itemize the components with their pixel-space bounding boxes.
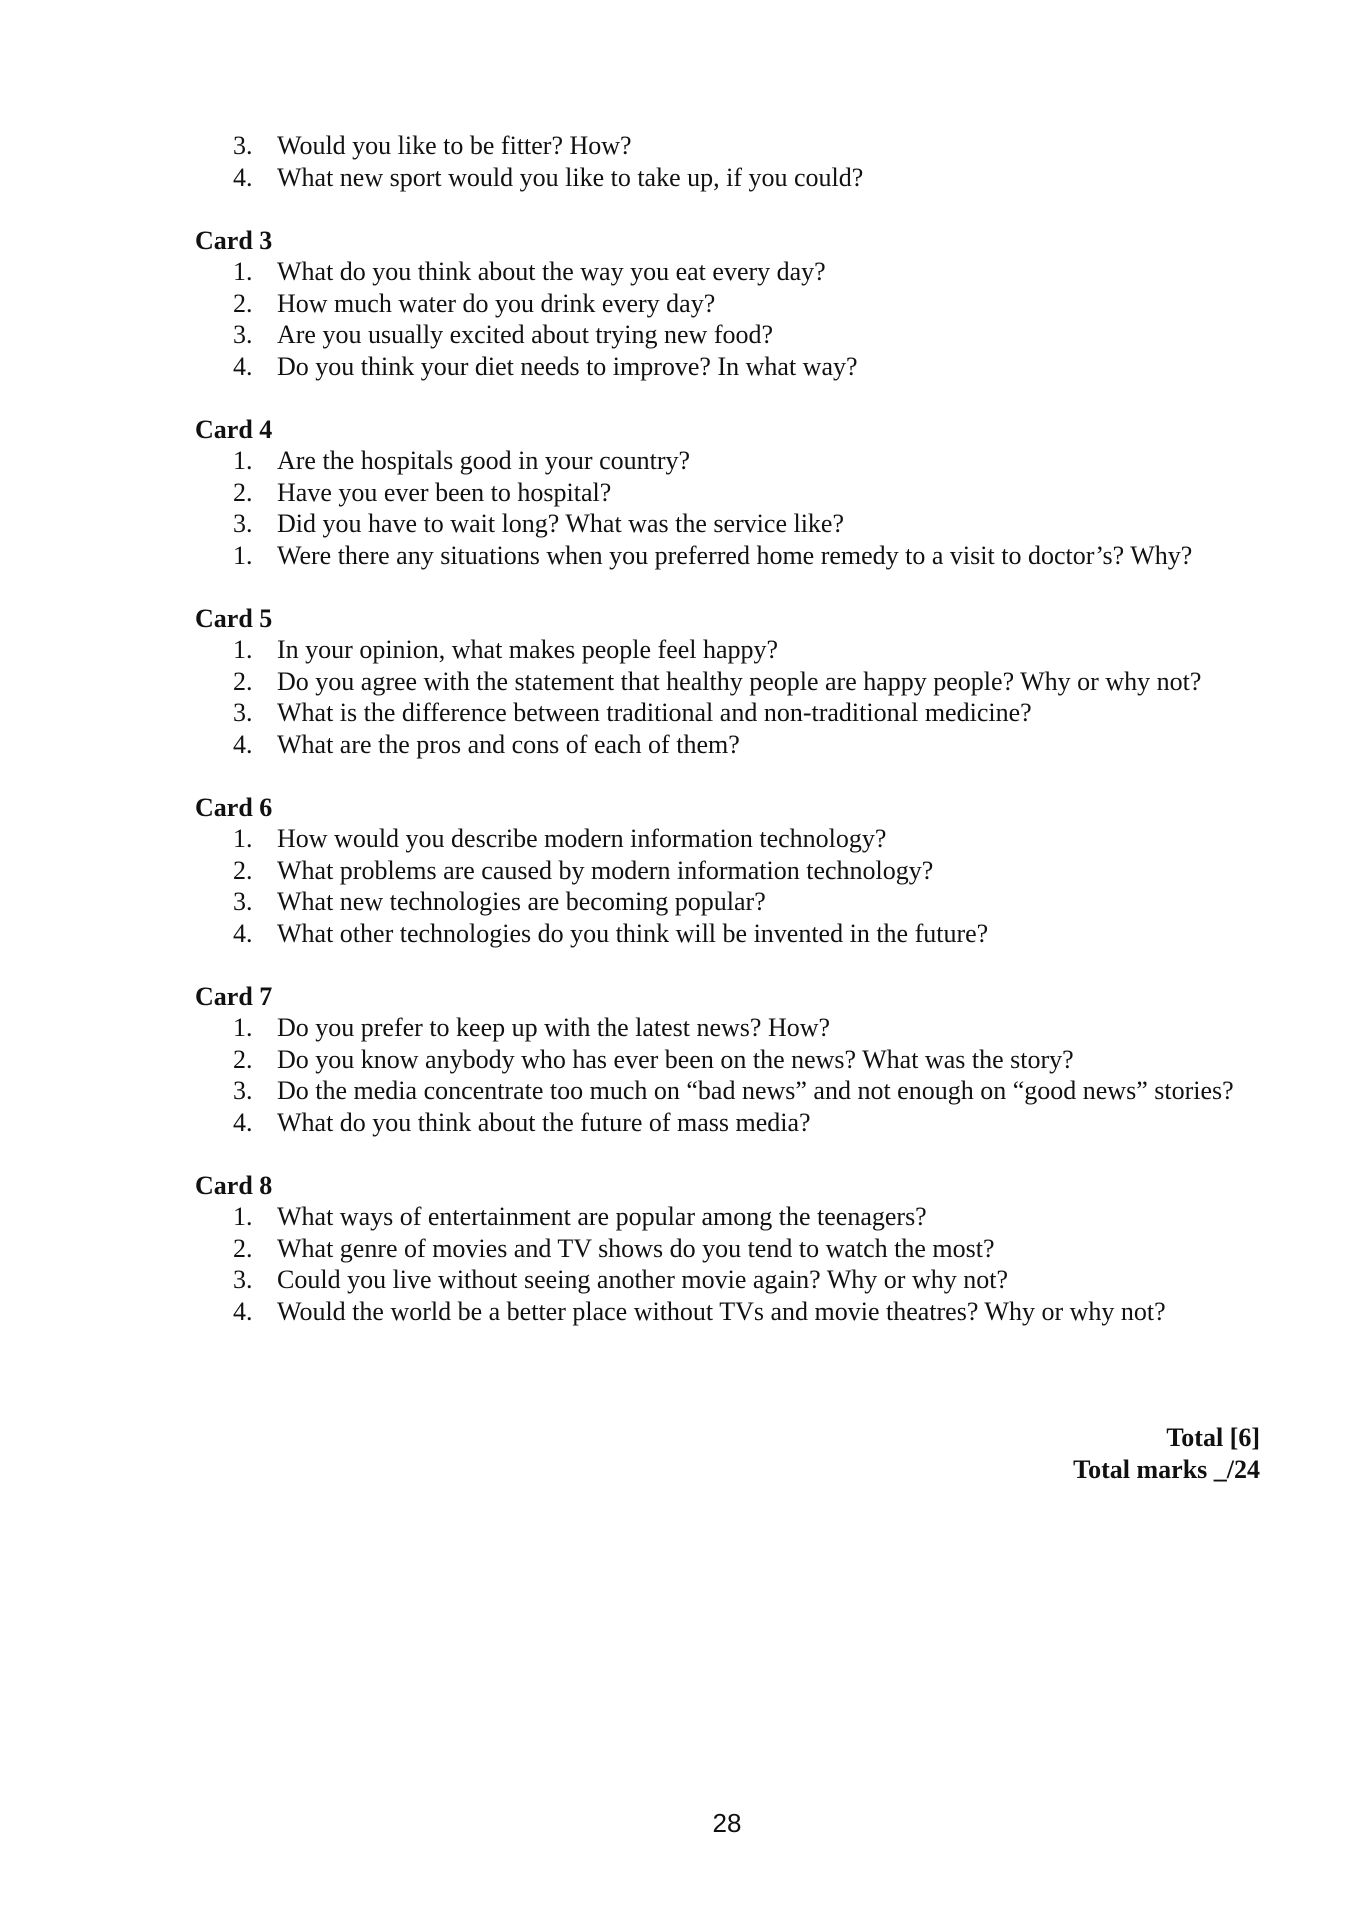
- card-title: Card 5: [195, 603, 273, 633]
- question-number: 2.: [233, 288, 253, 318]
- question-item: [195, 697, 1262, 729]
- question-cards: [195, 130, 1295, 1327]
- card-title: Card 6: [195, 792, 273, 822]
- question-text: Are you usually excited about trying new food?: [277, 320, 774, 349]
- question-item: [195, 130, 1262, 162]
- question-item: [195, 1264, 1262, 1296]
- question-item: [195, 351, 1262, 383]
- question-text: In your opinion, what makes people feel happy?: [277, 635, 779, 664]
- question-text: Do the media concentrate too much on “bad news” and not enough on “good news” stories?: [277, 1076, 1234, 1105]
- question-text: Do you agree with the statement that healthy people are happy people? Why or why not?: [277, 666, 1202, 696]
- question-text: Would you like to be fitter? How?: [277, 131, 632, 160]
- question-number: 2.: [233, 855, 253, 885]
- question-number: 1.: [233, 635, 253, 664]
- card-8: [195, 1170, 1295, 1328]
- question-text: Would the world be a better place without TVs and movie theatres? Why or why not?: [277, 1296, 1166, 1326]
- question-text: What new technologies are becoming popular?: [277, 887, 766, 916]
- question-text: What other technologies do you think will be invented in the future?: [277, 918, 989, 948]
- question-number: 3.: [233, 509, 253, 538]
- question-number: 4.: [233, 1296, 253, 1326]
- card-7: [195, 981, 1295, 1139]
- question-item: [195, 319, 1262, 351]
- question-number: 2.: [233, 1044, 253, 1074]
- question-item: [195, 1044, 1262, 1076]
- question-number: 3.: [233, 1076, 253, 1105]
- question-number: 2.: [233, 477, 253, 507]
- question-text: What ways of entertainment are popular among the teenagers?: [277, 1202, 927, 1231]
- question-number: 2.: [233, 666, 253, 696]
- question-text: Are the hospitals good in your country?: [277, 446, 691, 475]
- question-number: 3.: [233, 698, 253, 727]
- question-text: Did you have to wait long? What was the service like?: [277, 509, 845, 538]
- card-title: Card 8: [195, 1170, 273, 1200]
- question-item: [195, 540, 1262, 572]
- question-item: [195, 477, 1262, 509]
- card-4: [195, 414, 1295, 572]
- question-number: 3.: [233, 320, 253, 349]
- question-text: What is the difference between traditional and non-traditional medicine?: [277, 698, 1032, 727]
- question-list: [195, 823, 1295, 949]
- card-title: Card 7: [195, 981, 273, 1011]
- question-text: What do you think about the future of mass media?: [277, 1107, 811, 1137]
- card-3: [195, 225, 1295, 383]
- total-marks: Total marks _/24: [1073, 1454, 1260, 1484]
- question-number: 1.: [233, 257, 253, 286]
- question-item: [195, 729, 1262, 761]
- question-item: [195, 1296, 1262, 1328]
- question-text: Do you think your diet needs to improve? In what way?: [277, 351, 858, 381]
- question-list: [195, 130, 1295, 193]
- section-total: Total [6]: [1166, 1423, 1260, 1452]
- question-text: What are the pros and cons of each of them?: [277, 729, 740, 759]
- question-text: How much water do you drink every day?: [277, 288, 716, 318]
- question-item: [195, 634, 1262, 666]
- question-number: 4.: [233, 918, 253, 948]
- question-text: What genre of movies and TV shows do you tend to watch the most?: [277, 1233, 995, 1263]
- card-continued: [195, 130, 1295, 193]
- question-list: [195, 1201, 1295, 1327]
- question-item: [195, 1075, 1262, 1107]
- question-item: [195, 823, 1262, 855]
- question-item: [195, 886, 1262, 918]
- card-5: [195, 603, 1295, 761]
- question-item: [195, 1233, 1262, 1265]
- question-text: Have you ever been to hospital?: [277, 477, 612, 507]
- question-number: 4.: [233, 1107, 253, 1137]
- question-number: 4.: [233, 729, 253, 759]
- card-title: Card 4: [195, 414, 273, 444]
- question-number: 4.: [233, 162, 253, 192]
- question-item: [195, 256, 1262, 288]
- question-text: What problems are caused by modern information technology?: [277, 855, 934, 885]
- card-6: [195, 792, 1295, 950]
- question-number: 3.: [233, 131, 253, 160]
- question-item: [195, 1012, 1262, 1044]
- question-text: Could you live without seeing another movie again? Why or why not?: [277, 1265, 1008, 1294]
- question-number: 1.: [233, 1013, 253, 1042]
- totals-block: [1073, 1422, 1260, 1485]
- question-number: 3.: [233, 1265, 253, 1294]
- question-text: Do you know anybody who has ever been on the news? What was the story?: [277, 1044, 1074, 1074]
- question-text: What new sport would you like to take up, if you could?: [277, 162, 864, 192]
- page-number: 28: [712, 1808, 742, 1838]
- question-number: 4.: [233, 351, 253, 381]
- question-text: How would you describe modern information technology?: [277, 824, 887, 853]
- question-item: [195, 1107, 1262, 1139]
- question-text: Were there any situations when you preferred home remedy to a visit to doctor’s? Why?: [277, 540, 1193, 570]
- question-item: [195, 162, 1262, 194]
- question-number: 2.: [233, 1233, 253, 1263]
- card-title: Card 3: [195, 225, 273, 255]
- question-list: [195, 634, 1295, 760]
- question-text: What do you think about the way you eat every day?: [277, 257, 826, 286]
- question-number: 1.: [233, 824, 253, 853]
- question-item: [195, 666, 1262, 698]
- question-item: [195, 918, 1262, 950]
- question-number: 1.: [233, 1202, 253, 1231]
- question-number: 1.: [233, 540, 253, 570]
- question-item: [195, 445, 1262, 477]
- question-list: [195, 445, 1295, 571]
- question-item: [195, 508, 1262, 540]
- question-item: [195, 288, 1262, 320]
- question-number: 1.: [233, 446, 253, 475]
- question-list: [195, 1012, 1295, 1138]
- question-text: Do you prefer to keep up with the latest news? How?: [277, 1013, 831, 1042]
- question-list: [195, 256, 1295, 382]
- question-item: [195, 855, 1262, 887]
- question-item: [195, 1201, 1262, 1233]
- question-number: 3.: [233, 887, 253, 916]
